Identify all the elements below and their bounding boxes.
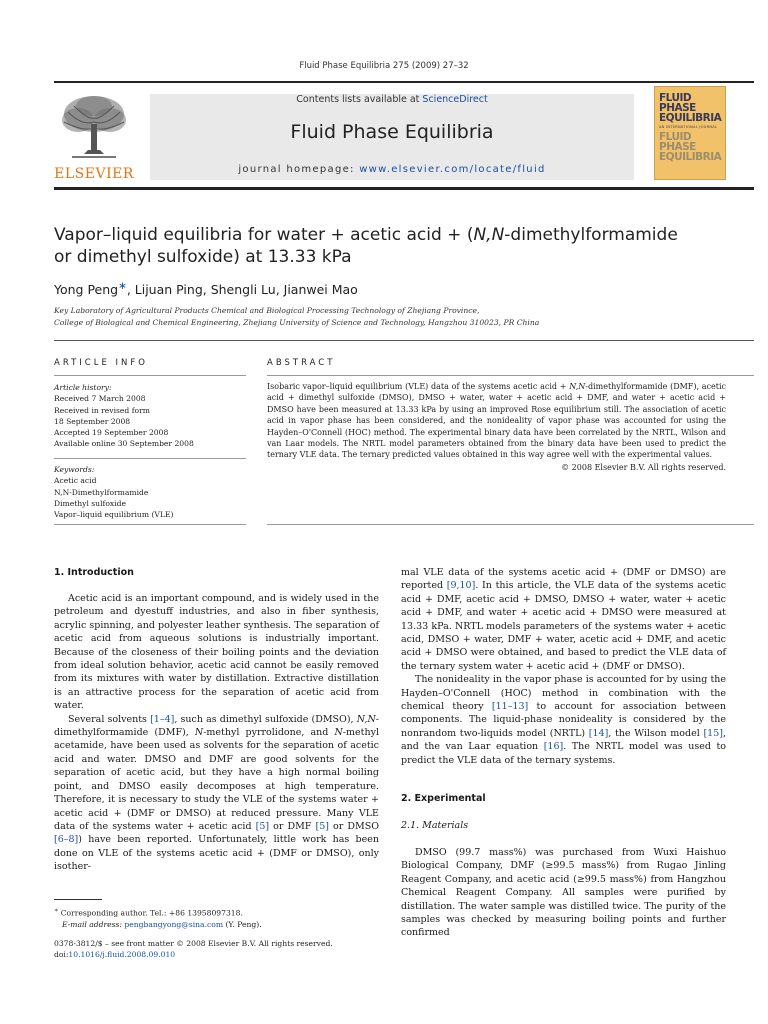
author-list — [54, 280, 704, 297]
cover-subtitle: AN INTERNATIONAL JOURNAL — [659, 125, 718, 129]
email-label: E-mail address: — [62, 919, 125, 929]
citation-link[interactable]: [5] — [315, 820, 329, 832]
italic-run: N,N — [356, 713, 376, 725]
tree-icon — [54, 92, 134, 166]
paragraph — [401, 673, 726, 767]
corresponding-author-footnote — [54, 905, 379, 930]
citation-link[interactable]: [6–8] — [54, 834, 79, 846]
abstract-body — [267, 381, 726, 473]
history-label: Article history: — [54, 383, 112, 392]
article-title — [54, 224, 704, 268]
paragraph — [54, 713, 379, 874]
abstract-heading: ABSTRACT — [267, 358, 336, 368]
citation-link[interactable]: [15] — [703, 727, 723, 739]
paragraph: Acetic acid is an important compound, and is widely used in the petroleum and dyestuff industries, and also in fiber synthesis, acrylic spinning, and polyester leather synthesis. The separation of acetic acid from aqueous solutions is industrially important. Because of the closeness of their boiling points and the deviation from ideal solution behavior, acetic acid cannot be easily removed from its mixtures with water by distillation. Extractive distillation is an attractive process for the separation of acetic acid from water. — [54, 593, 379, 712]
email-suffix: (Y. Peng). — [223, 919, 262, 929]
doi-label: doi: — [54, 950, 69, 959]
doi-link[interactable]: 10.1016/j.fluid.2008.09.010 — [68, 950, 176, 959]
header-top-rule — [54, 81, 754, 83]
text-run: The nonideality in the vapor phase is accounted for by using the Hayden–O'Connell (HOC) method in combination with the chemical theory — [401, 674, 726, 713]
keyword-item: Vapor–liquid equilibrium (VLE) — [54, 510, 174, 520]
article-title-part-2: -dimethylformamide — [504, 225, 678, 245]
italic-run: N — [194, 727, 204, 739]
article-title-italic: N,N — [473, 225, 505, 245]
citation-link[interactable]: [5] — [255, 820, 270, 832]
italic-run: N — [334, 727, 343, 739]
elsevier-wordmark: ELSEVIER — [54, 166, 134, 182]
corresponding-author-mark[interactable]: ∗ — [118, 280, 127, 292]
subsection-heading-materials: 2.1. Materials — [401, 820, 469, 831]
section-heading-experimental: 2. Experimental — [401, 793, 486, 804]
text-run: , the Wilson model — [608, 727, 704, 739]
affiliation-line-2: College of Biological and Chemical Engineering, Zhejiang University of Science and Technology, Hangzhou 310023, PR China — [54, 317, 540, 327]
homepage-prefix: journal homepage: — [238, 164, 360, 175]
text-run: ) have been reported. Unfortunately, little work has been done on VLE of the systems acetic acid + (DMF or DMSO), only isother- — [54, 834, 379, 873]
abstract-text-1: Isobaric vapor–liquid equilibrium (VLE) data of the systems acetic acid + — [267, 382, 570, 391]
footnote-rule — [54, 899, 102, 900]
citation-link[interactable]: [14] — [588, 727, 609, 739]
copyright: © 2008 Elsevier B.V. All rights reserved. — [561, 462, 726, 472]
text-run: . In this article, the VLE data of the systems acetic acid + DMF, acetic acid + DMSO, DMSO + water, water + acetic acid + DMF, and water + acetic acid + DMSO were measured at 13.33 kPa. NRTL models parameters of the systems water + acetic acid, DMSO + water, DMF + water, acetic acid + DMF, and acetic acid + DMSO were obtained, and based to predict the VLE data of the ternary system water + acetic acid + (DMF or DMSO). — [401, 580, 727, 672]
article-title-line-2: or dimethyl sulfoxide) at 13.33 kPa — [54, 247, 352, 267]
doi-line — [54, 949, 384, 960]
issn-line: 0378-3812/$ – see front matter © 2008 Elsevier B.V. All rights reserved. — [54, 939, 333, 948]
text-run: . The NRTL model was used to predict the VLE data of the ternary systems. — [401, 741, 726, 766]
header-bottom-rule — [54, 187, 754, 190]
text-run: Several solvents — [68, 713, 151, 725]
history-item: Received in revised form — [54, 405, 150, 415]
article-info-top-rule — [54, 340, 754, 341]
citation-link[interactable]: [9,10] — [446, 580, 476, 592]
body-column-right-top — [401, 566, 726, 767]
text-run: or DMSO — [328, 820, 379, 832]
text-run: or DMF — [269, 820, 316, 832]
section-heading-introduction: 1. Introduction — [54, 567, 134, 578]
body-column-right-bottom — [401, 846, 726, 940]
history-item: Accepted 19 September 2008 — [54, 428, 169, 438]
text-run: to account for association between components. The liquid-phase nonideality is considered by the nonrandom two-liquids model (NRTL) — [401, 701, 727, 739]
sciencedirect-link[interactable]: ScienceDirect — [422, 94, 488, 105]
abstract-text-2: -dimethylformamide (DMF), acetic acid + dimethyl sulfoxide (DMSO), DMSO + water, water + acetic acid + DMF, and water + acetic acid + DMSO have been measured at 13.33 kPa by using an improved Rose equilibrium still. The association of acetic acid in vapor phase has been considered, and the nonideality of vapor phase was accounted for using the Hayden–O'Connell (HOC) method. The experimental binary data have been correlated by the NRTL, Wilson and van Laar models. The NRTL model parameters obtained from the binary data have been used to predict the ternary VLE data. The ternary predicted values obtained in this way agree well with the experimental values. — [267, 382, 726, 460]
history-item: Received 7 March 2008 — [54, 394, 146, 404]
text-run: mal VLE data of the systems acetic acid + (DMF or DMSO) are reported — [401, 567, 726, 592]
footnote-line-2 — [54, 919, 379, 930]
co-authors: , Lijuan Ping, Shengli Lu, Jianwei Mao — [126, 282, 358, 298]
contents-availability — [150, 94, 634, 105]
text-run: , such as dimethyl sulfoxide (DMSO), — [174, 713, 357, 725]
contents-prefix: Contents lists available at — [296, 94, 423, 105]
citation-link[interactable]: [11–13] — [491, 701, 529, 713]
journal-reference: Fluid Phase Equilibria 275 (2009) 27–32 — [299, 61, 469, 71]
citation-link[interactable]: [1–4] — [150, 713, 175, 725]
keyword-item: Dimethyl sulfoxide — [54, 498, 126, 508]
history-item: Available online 30 September 2008 — [54, 439, 194, 449]
footnote-line-1 — [54, 905, 379, 919]
keywords-separator — [54, 458, 246, 459]
abstract-bottom-rule — [267, 524, 754, 525]
keywords-label: Keywords: — [54, 465, 95, 474]
history-item: 18 September 2008 — [54, 416, 131, 426]
cover-title-line-4: EQUILIBRIA — [659, 151, 722, 163]
article-info-heading: ARTICLE INFO — [54, 358, 148, 368]
cover-title-line-3: FLUID PHASE — [659, 131, 696, 153]
paragraph — [401, 566, 726, 673]
email-link[interactable]: pengbangyong@sina.com — [124, 919, 224, 929]
article-history — [54, 382, 254, 450]
abstract-separator — [267, 375, 754, 376]
footnote-text: Corresponding author. Tel.: +86 13958097318. — [58, 908, 243, 918]
keyword-item: Acetic acid — [54, 476, 97, 486]
journal-homepage — [150, 164, 634, 175]
keyword-item: N,N-Dimethylformamide — [54, 487, 149, 497]
paragraph: DMSO (99.7 mass%) was purchased from Wuxi Haishuo Biological Company, DMF (≥99.5 mass%) from Rugao Jinling Reagent Company, and acetic acid (≥99.5 mass%) from Hangzhou Chemical Reagent Company. All samples were purified by distillation. The water sample was distilled twice. The purity of the samples was checked by measuring boiling points and further confirmed — [401, 847, 726, 939]
journal-title: Fluid Phase Equilibria — [290, 121, 494, 143]
cover-title-line-2: EQUILIBRIA — [659, 112, 722, 124]
author-name: Yong Peng — [54, 282, 119, 298]
affiliations — [54, 305, 754, 328]
affiliation-line-1: Key Laboratory of Agricultural Products Chemical and Biological Processing Technology of Zhejiang Province, — [54, 306, 480, 315]
journal-cover-thumbnail[interactable] — [654, 86, 726, 180]
text-run: -dimethylformamide (DMF), — [54, 713, 379, 739]
citation-link[interactable]: [16] — [543, 741, 564, 753]
homepage-link[interactable]: www.elsevier.com/locate/fluid — [359, 164, 546, 175]
text-run: -methyl pyrrolidone, and — [203, 727, 335, 739]
article-title-part-1: Vapor–liquid equilibria for water + acetic acid + ( — [54, 225, 474, 245]
footnote-mark: ∗ — [54, 907, 59, 914]
article-info-separator — [54, 375, 246, 376]
cover-title-line-1: FLUID PHASE — [659, 92, 696, 114]
abstract-text-italic: N,N — [569, 382, 586, 391]
text-run: , and the van Laar equation — [401, 727, 726, 753]
page-footer — [54, 938, 384, 960]
article-info-bottom-rule — [54, 524, 246, 525]
text-run: -methyl acetamide, have been used as solvents for the separation of acetic acid and water. DMSO and DMF are good solvents for the separation of acetic acid, but they have a high normal boiling point, and DMSO easily decomposes at high temperature. Therefore, it is necessary to study the VLE of the systems water + acetic acid + (DMF or DMSO) at reduced pressure. Many VLE data of the systems water + acetic acid — [54, 727, 380, 832]
body-column-left — [54, 592, 379, 874]
keywords — [54, 464, 254, 520]
